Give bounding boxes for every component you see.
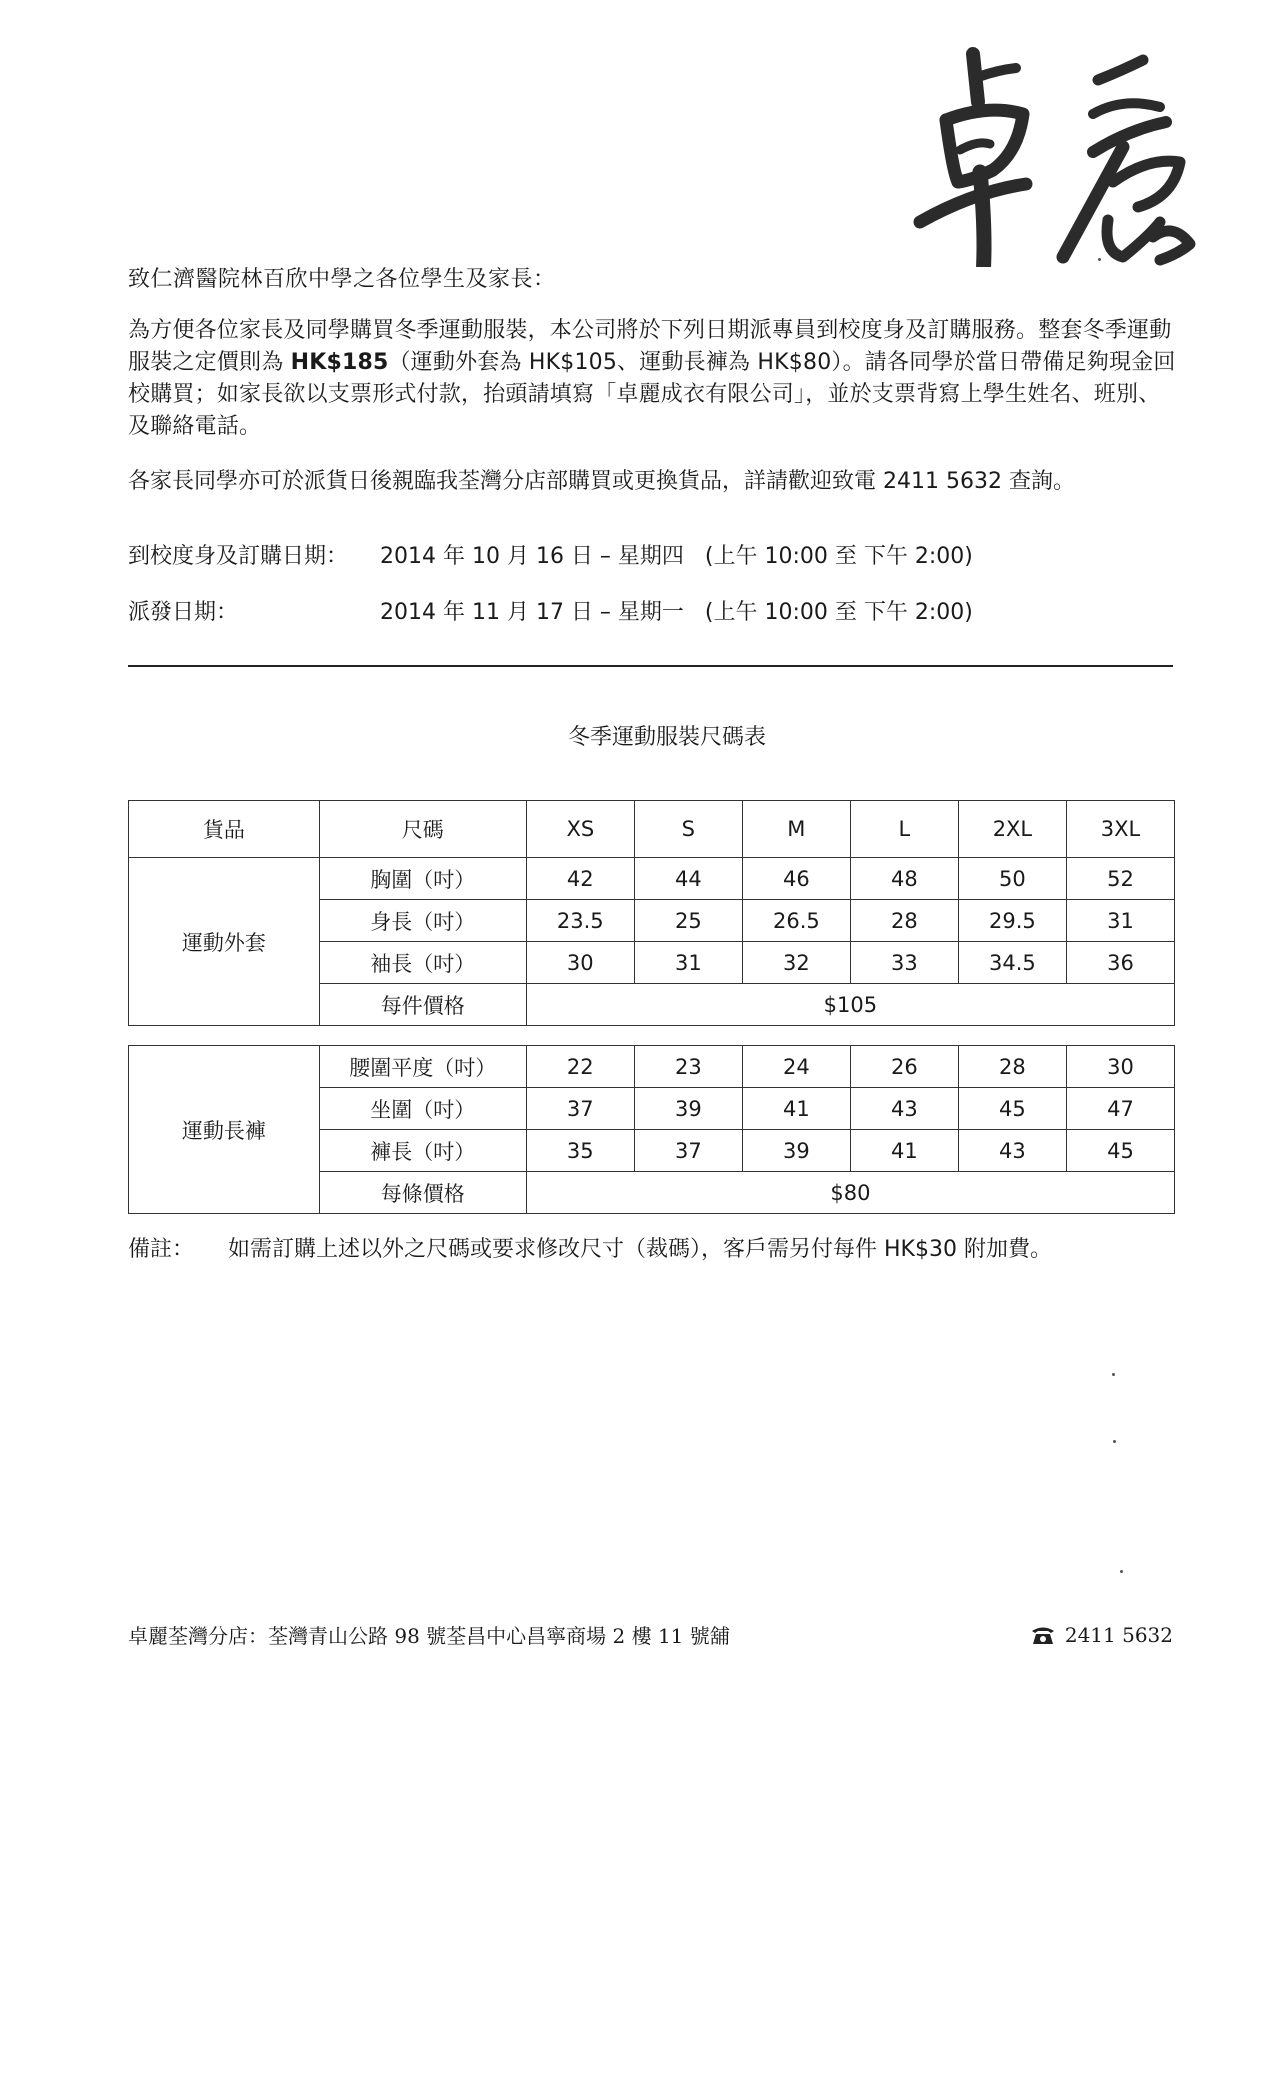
pants-price: $80 (526, 1172, 1174, 1214)
table-cell: 24 (742, 1046, 850, 1088)
table-cell: 43 (958, 1130, 1066, 1172)
table-cell: 33 (850, 942, 958, 984)
table-cell: 28 (850, 900, 958, 942)
footer (128, 1620, 1173, 1649)
table-cell: 37 (526, 1088, 634, 1130)
row-label: 胸圍（吋） (319, 858, 526, 900)
table-cell: 45 (958, 1088, 1066, 1130)
row-label: 身長（吋） (319, 900, 526, 942)
table-cell: 43 (850, 1088, 958, 1130)
measurement-date-row (128, 539, 973, 570)
measurement-date-label: 到校度身及訂購日期： (128, 544, 349, 569)
pants-item-name: 運動長褲 (129, 1046, 320, 1214)
size-table-title: 冬季運動服裝尺碼表 (567, 725, 766, 750)
paragraph-1-text-start: 為方便各位家長及同學購買冬季運動服裝，本公司將於下列日期派專員到校度身及訂購服務。整套冬季運動服裝之定價則為 (128, 318, 1172, 375)
table-cell: 22 (526, 1046, 634, 1088)
phone-contact (1031, 1623, 1173, 1647)
row-label: 坐圍（吋） (319, 1088, 526, 1130)
table-header-row (129, 801, 1175, 858)
table-cell: 30 (526, 942, 634, 984)
telephone-icon (1031, 1625, 1055, 1645)
pants-size-table (128, 1045, 1175, 1214)
paragraph-1-text-end: （運動外套為 HK$105、運動長褲為 HK$80）。請各同學於當日帶備足夠現金回校購買；如家長欲以支票形式付款，抬頭請填寫「卓麗成衣有限公司」，並於支票背寫上學生姓名、班別、及聯絡電話。 (128, 350, 1176, 439)
table-cell: 41 (850, 1130, 958, 1172)
row-label: 袖長（吋） (319, 942, 526, 984)
measurement-date-value: 2014 年 10 月 16 日 – 星期四 (上午 10:00 至 下午 2:00) (380, 544, 973, 569)
letter-greeting: 致仁濟醫院林百欣中學之各位學生及家長： (128, 267, 556, 292)
letter-paragraph-1 (128, 315, 1178, 443)
table-cell: 44 (634, 858, 742, 900)
table-cell: 50 (958, 858, 1066, 900)
delivery-date-value: 2014 年 11 月 17 日 – 星期一 (上午 10:00 至 下午 2:00) (380, 600, 973, 625)
header-item: 貨品 (129, 801, 320, 858)
remark (128, 1232, 1052, 1263)
scan-speck (1120, 1570, 1123, 1573)
header-size-3xl: 3XL (1066, 801, 1174, 858)
remark-text: 如需訂購上述以外之尺碼或要求修改尺寸（裁碼），客戶需另付每件 HK$30 附加費。 (228, 1237, 1052, 1262)
table-cell: 32 (742, 942, 850, 984)
header-size-l: L (850, 801, 958, 858)
remark-label: 備註： (128, 1237, 195, 1262)
row-label: 褲長（吋） (319, 1130, 526, 1172)
jacket-item-name: 運動外套 (129, 858, 320, 1026)
table-cell: 36 (1066, 942, 1174, 984)
table-cell: 29.5 (958, 900, 1066, 942)
delivery-date-row (128, 595, 973, 626)
table-cell: 46 (742, 858, 850, 900)
table-cell: 23.5 (526, 900, 634, 942)
delivery-date-label: 派發日期： (128, 600, 239, 625)
table-cell: 28 (958, 1046, 1066, 1088)
header-size-s: S (634, 801, 742, 858)
table-cell: 35 (526, 1130, 634, 1172)
table-cell: 31 (1066, 900, 1174, 942)
section-divider (128, 665, 1173, 667)
header-size-m: M (742, 801, 850, 858)
calligraphy-logo-icon (898, 22, 1198, 267)
table-cell: 26 (850, 1046, 958, 1088)
row-label: 腰圍平度（吋） (319, 1046, 526, 1088)
jacket-price: $105 (526, 984, 1174, 1026)
table-cell: 37 (634, 1130, 742, 1172)
table-cell: 31 (634, 942, 742, 984)
scan-speck (1098, 258, 1101, 261)
table-cell: 52 (1066, 858, 1174, 900)
table-cell: 42 (526, 858, 634, 900)
company-logo (898, 22, 1198, 267)
table-cell: 45 (1066, 1130, 1174, 1172)
price-label: 每件價格 (319, 984, 526, 1026)
table-cell: 39 (742, 1130, 850, 1172)
table-cell: 39 (634, 1088, 742, 1130)
table-row (129, 858, 1175, 900)
table-cell: 30 (1066, 1046, 1174, 1088)
table-cell: 23 (634, 1046, 742, 1088)
scan-speck (1113, 1440, 1116, 1443)
header-size-2xl: 2XL (958, 801, 1066, 858)
jacket-size-table (128, 800, 1175, 1026)
table-cell: 34.5 (958, 942, 1066, 984)
table-cell: 25 (634, 900, 742, 942)
header-size-xs: XS (526, 801, 634, 858)
table-cell: 26.5 (742, 900, 850, 942)
table-cell: 47 (1066, 1088, 1174, 1130)
table-cell: 41 (742, 1088, 850, 1130)
price-label: 每條價格 (319, 1172, 526, 1214)
header-size: 尺碼 (319, 801, 526, 858)
scan-speck (1112, 1373, 1115, 1376)
table-row (129, 1046, 1175, 1088)
total-price: HK$185 (290, 350, 389, 375)
letter-paragraph-2: 各家長同學亦可於派貨日後親臨我荃灣分店部購買或更換貨品，詳請歡迎致電 2411 5632 查詢。 (128, 469, 1075, 494)
phone-number: 2411 5632 (1064, 1622, 1173, 1647)
branch-address: 卓麗荃灣分店：荃灣青山公路 98 號荃昌中心昌寧商場 2 樓 11 號舖 (128, 1624, 730, 1648)
table-cell: 48 (850, 858, 958, 900)
